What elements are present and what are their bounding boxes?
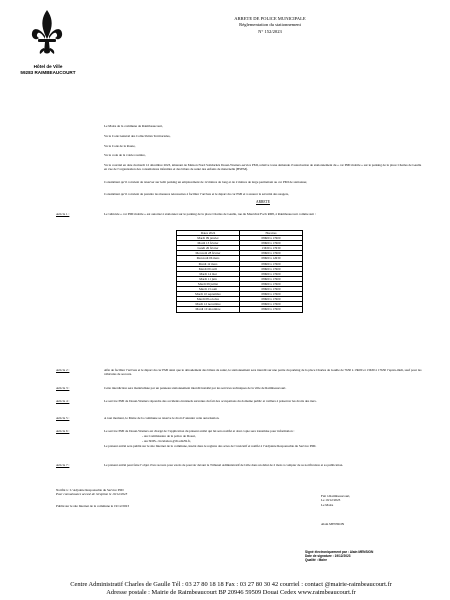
date-cell: Mercredi 06 mars [177,256,240,261]
hours-cell: 08h00 à 17h00 [240,261,303,266]
signature-name: Alain MENSION [321,522,345,526]
date-cell: Mardi 09 juillet [177,281,240,286]
footer-contact: Centre Administratif Charles de Gaulle Tél : 03 27 80 18 18 Fax : 03 27 80 30 42 courriel : contact @mairie-raimbeaucourt.fr [70,581,392,588]
preamble-cgct: Vu le Code Général des Collectivités Territoriales, [104,134,171,138]
hours-cell: 08h00 à 17h00 [240,266,303,271]
org-block [12,64,84,76]
fleur-de-lis-logo-icon [30,8,64,56]
org-city: 59283 RAIMBEAUCOURT [20,70,76,75]
hours-cell: 08h00 à 17h00 [240,241,303,246]
article-6-list-item: - Au Commissaire de la police de Douai, [142,434,196,438]
hours-cell: 08h00 à 17h00 [240,236,303,241]
table-header-horaires: Horaires [240,231,303,236]
hours-cell: 08h00 à 17h00 [240,287,303,292]
date-cell: Mardi 13 août [177,287,240,292]
article-1-label: Article 1 : [56,212,70,216]
hours-cell: 08h00 à 17h00 [240,276,303,281]
article-2-label: Article 2 : [56,368,70,372]
preamble-courriel: Vu le courriel en date du mardi 12 décembre 2023, émanant de Maison Nord Solidarités Douai-Waziers-service PMI, relative à une demande d’autorisation de stationnement du « car PMI mobile » sur le parking de la place Charles de Gaulle en vue de l’organisation des consultations infantiles et des bilans de santé des enfants de maternelle (BSEM). [104,163,422,172]
article-7-label: Article 7 : [56,463,70,467]
hours-cell: 08h00 à 17h00 [240,251,303,256]
article-7-text: Le présent arrêté peut faire l’objet d’un recours pour excès de pouvoir devant le Tribunal Administratif de Lille dans un délai de 2 mois à compter de sa notification et sa publication. [104,463,344,467]
article-6-publication: Le présent arrêté sera publié sur le site Internet de la commune, inséré dans le registre des actes de l’exécutif et notifié à l’Adjointe Responsable du Service PMI. [104,444,317,448]
hours-cell: 08h00 à 17h00 [240,271,303,276]
signature-role: Le Maire [321,502,334,507]
article-6-text: Le service PMI de Douai-Waziers est chargé de l’application du présent arrêté qui lui sera notifié et dont copie sera transmise pour information : [104,429,295,433]
date-cell: Mardi 10 décembre [177,307,240,312]
esign-quality: Qualité : Maire [305,558,327,562]
article-6-label: Article 6 : [56,429,70,433]
article-2-text: Afin de faciliter l’arrivée et le départ du car PMI ainsi que le déroulement des bilans de santé, le stationnement sera interdit sur une partie du parking de la place Charles de Gaulle de 7h30 à 13h00 et 13h30 à 17h30 l’après-midi, sauf pour les véhicules de secours. [104,368,422,377]
document-header [195,16,345,35]
document-number: N° 152/2023 [258,28,282,34]
signature-place: Fait à Raimbeaucourt, [321,494,351,498]
signature-date: Le 19/12/2023 [321,498,341,503]
notification-block [56,488,236,497]
hours-cell: 08h00 à 17h00 [240,297,303,302]
article-5-text: A tout moment, le Maire de la commune se réserve le droit d’annuler cette autorisation. [104,416,220,420]
signature-block [321,494,411,507]
document-subtitle: Réglementation du stationnement [239,22,301,28]
preamble-code-voirie: Vu le code de la voirie routière, [104,153,146,157]
arrete-heading: ARRETE [256,200,270,204]
esign-date: Date de signature : 19/12/2023 [305,554,351,558]
notification-recipient: Notifié à : L’Adjointe Responsable du Service PMI [56,488,124,492]
article-5-label: Article 5 : [56,416,70,420]
date-cell: Mercredi 28 février [177,251,240,256]
publication-notice: Publié sur le site Internet de la commune le 19/12/2023 [56,504,129,508]
article-3-text: Cette interdiction sera matérialisée par un panneau stationnement interdit installé par les services techniques de la ville de Raimbeaucourt. [104,386,287,390]
electronic-signature [305,550,373,562]
article-6-list-item: - Au SDIS- circulation.g59-sdis59.fr, [142,439,191,443]
schedule-table [176,230,303,313]
footer-address: Adresse postale : Mairie de Raimbeaucourt BP 20946 59509 Douai Cedex www.raimbeaucourt.fr [106,589,356,596]
date-cell: Lundi 26 février [177,246,240,251]
hours-cell: 08h00 à 12h30 [240,256,303,261]
preamble-mayor: Le Maire de la commune de Raimbeaucourt, [104,124,163,128]
preamble-code-route: Vu le Code de la Route, [104,144,136,148]
date-cell: Mardi 08 octobre [177,297,240,302]
date-cell: Mardi 12 mars [177,261,240,266]
recipient-sdis: Au SDIS- circulation.g59-sdis59.fr, [143,439,191,443]
hours-cell: 13h30 à 17h30 [240,246,303,251]
date-cell: Mardi 12 novembre [177,302,240,307]
notification-receipt: Pour connaissance accusé de réception le 19/12/2023 [56,492,128,497]
esign-signer: Signé électroniquement par : Alain MENSION [305,550,374,554]
date-cell: Mardi 10 septembre [177,292,240,297]
article-3-label: Article 3 : [56,386,70,390]
hours-cell: 08h00 à 17h00 [240,292,303,297]
preamble-considerant-1: Considérant qu’il convient de réserver sur ledit parking un emplacement de 12 mètres de long et de 2 mètres de large permettant au car PMI de stationner, [104,180,308,184]
article-1-text: Le véhicule « car PMI mobile » est autorisé à stationner sur le parking de la place Charles de Gaulle, rue du Maréchal Foch RD8, à Raimbeaucourt comme suit : [104,212,316,216]
document-title: ARRETE DE POLICE MUNICIPALE [234,16,306,21]
preamble-considerant-2: Considérant qu’il convient de prendre les mesures nécessaires à faciliter l’arrivée et le départ du car PMI et à assurer la sécurité des usagers, [104,192,289,196]
recipient-police: Au Commissaire de la police de Douai, [143,434,196,438]
table-row [177,307,303,312]
hours-cell: 08h00 à 17h00 [240,281,303,286]
date-cell: Mardi 14 mai [177,271,240,276]
hours-cell: 08h00 à 17h00 [240,307,303,312]
article-4-label: Article 4 : [56,399,70,403]
hours-cell: 08h00 à 17h00 [240,302,303,307]
page-footer [36,581,426,597]
date-cell: Mardi 09 janvier [177,236,240,241]
date-cell: Mardi 13 février [177,241,240,246]
date-cell: Mardi 11 juin [177,276,240,281]
org-name: Hôtel de Ville [33,64,63,69]
article-4-text: Le service PMI de Douai-Waziers répondra des accidents éventuels survenus du fait des occupations du domaine public et veillera à préserver les droits des tiers. [104,399,317,403]
table-header-dates: Dates 2024 [177,231,240,236]
date-cell: Mardi 09 avril [177,266,240,271]
